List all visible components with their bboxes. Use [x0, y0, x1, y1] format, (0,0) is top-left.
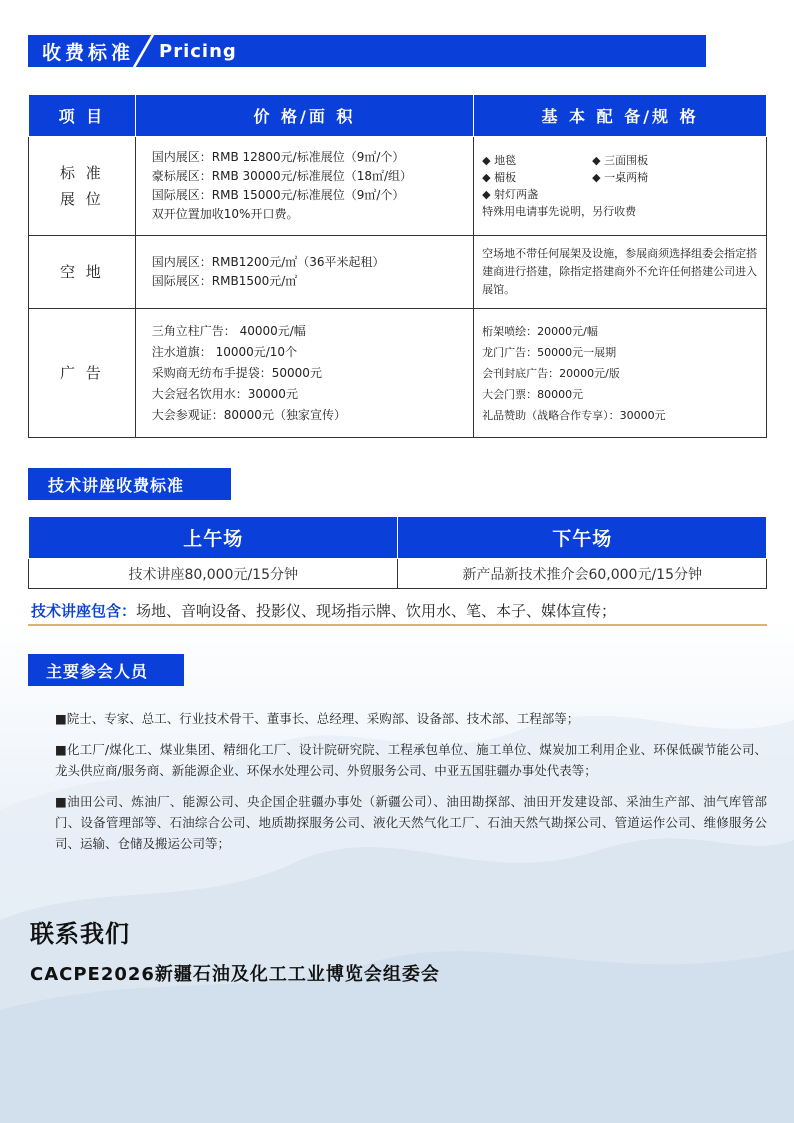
- category-label: 标 准: [59, 164, 104, 182]
- spec-item: ◆ 楣板: [482, 170, 517, 184]
- spec-text: 空场地不带任何展架及设施，参展商须选择组委会指定搭建商进行搭建，除指定搭建商外不允许任何搭建公司进入展馆。: [482, 247, 758, 296]
- price-line: 双开位置加收10%开口费。: [151, 207, 299, 221]
- staff-paragraph: ■院士、专家、总工、行业技术骨干、董事长、总经理、采购部、设备部、技术部、工程部等；: [55, 711, 580, 726]
- price-line: 三角立柱广告： 40000元/幅: [151, 323, 306, 338]
- staff-paragraph: ■化工厂/煤化工、煤业集团、精细化工厂、设计院研究院、工程承包单位、施工单位、煤炭加工利用企业、环保低碳节能公司、龙头供应商/服务商、新能源企业、环保水处理公司、外贸服务公司、中亚五国驻疆办事处代表等；: [55, 742, 767, 778]
- afternoon-price: 新产品新技术推介会60,000元/15分钟: [398, 559, 767, 589]
- price-cell: [135, 309, 473, 438]
- spec-note: 特殊用电请事先说明，另行收费: [482, 204, 637, 218]
- slash-divider: [132, 33, 156, 69]
- pricing-title-en: Pricing: [159, 40, 237, 62]
- spec-cell: [474, 137, 767, 236]
- spec-item: ◆ 三面围板: [592, 153, 649, 167]
- staff-section-header: [28, 654, 184, 686]
- price-line: 国际展区：RMB1500元/㎡: [151, 274, 298, 288]
- staff-paragraph: ■油田公司、炼油厂、能源公司、央企国企驻疆办事处（新疆公司）、油田勘探部、油田开发建设部、采油生产部、油气库管部门、设备管理部等、石油综合公司、地质勘探服务公司、液化天然气化工厂、石油天然气勘探公司、管道运作公司、维修服务公司、运输、仓储及搬运公司等；: [55, 794, 767, 851]
- header-item: 项 目: [29, 95, 136, 137]
- category-label: 展 位: [59, 190, 104, 208]
- pricing-title-cn: 收费标准: [42, 41, 135, 64]
- price-line: 国内展区：RMB 12800元/标准展位（9㎡/个）: [151, 150, 405, 164]
- seminar-title: 技术讲座收费标准: [48, 475, 185, 495]
- price-line: 国内展区：RMB1200元/㎡（36平米起租）: [151, 255, 385, 269]
- header-price-area: 价 格/面 积: [135, 95, 473, 137]
- spec-item: ◆ 地毯: [482, 153, 517, 167]
- spec-item: ◆ 一桌两椅: [592, 170, 649, 184]
- seminar-includes: [31, 600, 616, 621]
- table-row-raw-space: [29, 236, 767, 309]
- seminar-header-row: [29, 517, 767, 559]
- pricing-section-header: [28, 35, 706, 67]
- price-line: 采购商无纺布手提袋：50000元: [151, 365, 322, 380]
- price-table: [28, 94, 767, 438]
- spec-cell: [474, 236, 767, 309]
- gold-divider: [28, 624, 767, 626]
- header-morning: 上午场: [29, 517, 398, 559]
- price-table-header-row: [29, 95, 767, 137]
- includes-label: 技术讲座包含：: [31, 602, 137, 620]
- spec-line: 桁架喷绘：20000元/幅: [482, 324, 598, 338]
- price-line: 大会冠名饮用水：30000元: [151, 386, 298, 401]
- table-row-advertising: [29, 309, 767, 438]
- seminar-section-header: [28, 468, 231, 500]
- spec-line: 会刊封底广告：20000元/版: [482, 366, 620, 380]
- staff-list: [55, 708, 767, 864]
- header-spec: 基 本 配 备/规 格: [474, 95, 767, 137]
- table-row-standard-booth: [29, 137, 767, 236]
- price-line: 国际展区：RMB 15000元/标准展位（9㎡/个）: [151, 188, 405, 202]
- contact-organizer: CACPE2026新疆石油及化工工业博览会组委会: [30, 964, 440, 985]
- spec-line: 礼品赞助（战略合作专享）：30000元: [482, 408, 666, 422]
- includes-text: 场地、音响设备、投影仪、现场指示牌、饮用水、笔、本子、媒体宣传；: [136, 602, 617, 620]
- contact-title: 联系我们: [30, 920, 130, 948]
- price-line: 注水道旗： 10000元/10个: [151, 344, 298, 359]
- category-cell: [29, 309, 136, 438]
- header-afternoon: 下午场: [398, 517, 767, 559]
- spec-cell: [474, 309, 767, 438]
- category-label: 空 地: [59, 263, 104, 281]
- price-cell: [135, 236, 473, 309]
- price-line: 大会参观证：80000元（独家宣传）: [151, 407, 346, 422]
- staff-title: 主要参会人员: [46, 661, 149, 681]
- seminar-row: [29, 559, 767, 589]
- price-line: 豪标展区：RMB 30000元/标准展位（18㎡/组）: [151, 169, 413, 183]
- seminar-table: [28, 516, 767, 589]
- morning-price: 技术讲座80,000元/15分钟: [29, 559, 398, 589]
- category-cell: [29, 236, 136, 309]
- spec-grid: [482, 152, 758, 203]
- spec-line: 大会门票：80000元: [482, 387, 584, 401]
- spec-line: 龙门广告：50000元一展期: [482, 345, 617, 359]
- spec-item: ◆ 射灯两盏: [482, 187, 539, 201]
- category-label: 广 告: [59, 364, 104, 382]
- price-cell: [135, 137, 473, 236]
- category-cell: [29, 137, 136, 236]
